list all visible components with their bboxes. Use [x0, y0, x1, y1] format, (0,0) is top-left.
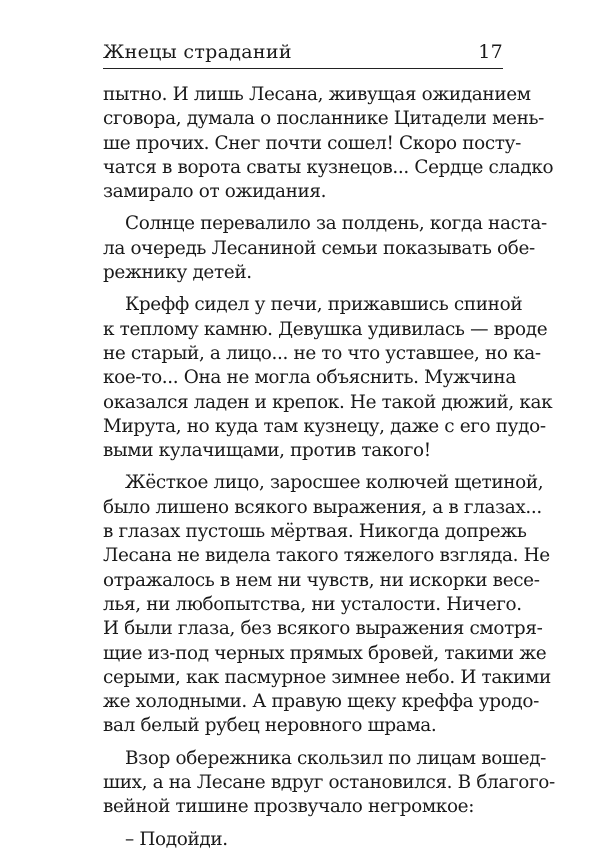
text-line: лья, ни любопытства, ни усталости. Ничего.: [103, 593, 522, 615]
running-title: Жнецы страданий: [103, 41, 292, 63]
text-line: сговора, думала о посланнике Цитадели мень-: [103, 108, 545, 130]
text-line: чатся в ворота сваты кузнецов... Сердце сладко: [103, 156, 554, 178]
text-line: вейной тишине прозвучало негромкое:: [103, 796, 475, 818]
text-line: ше прочих. Снег почти сошел! Скоро посту-: [103, 132, 521, 154]
text-line: же холодными. А правую щеку креффа уродо-: [103, 691, 539, 713]
running-header: [103, 38, 503, 69]
text-line: И были глаза, без всякого выражения смотря-: [103, 618, 543, 640]
text-line: серыми, как пасмурное зимнее небо. И такими: [103, 666, 551, 688]
paragraph: [103, 747, 555, 820]
text-line: – Подойди.: [125, 828, 228, 850]
paragraph: [103, 828, 503, 852]
text-line: ла очередь Лесаниной семьи показывать обе-: [103, 237, 535, 259]
text-line: режнику детей.: [103, 262, 252, 284]
text-line: щие из-под черных прямых бровей, такими же: [103, 642, 547, 664]
text-line: ших, а на Лесане вдруг остановился. В благого-: [103, 772, 555, 794]
text-line: кое-то... Она не могла объяснить. Мужчина: [103, 367, 516, 389]
text-line: оказался ладен и крепок. Не такой дюжий, как: [103, 391, 553, 413]
text-line: к теплому камню. Девушка удивилась — вроде: [103, 318, 548, 340]
paragraph: [103, 83, 554, 204]
text-line: Солнце перевалило за полдень, когда наста-: [125, 213, 547, 235]
text-line: Взор обережника скользил по лицам вошед-: [125, 747, 547, 769]
text-line: Крефф сидел у печи, прижавшись спиной: [125, 294, 523, 316]
text-line: Жёсткое лицо, заросшее колючей щетиной,: [125, 472, 544, 494]
text-line: пытно. И лишь Лесана, живущая ожиданием: [103, 84, 531, 105]
paragraph: [103, 293, 553, 463]
body-text: [103, 83, 555, 852]
paragraph: [103, 471, 551, 738]
text-line: Мирута, но куда там кузнецу, даже с его пудо-: [103, 415, 546, 437]
text-line: было лишено всякого выражения, а в глазах...: [103, 496, 542, 518]
text-line: Лесана не видела такого тяжелого взгляда. Не: [103, 545, 550, 567]
paragraph: [103, 212, 547, 285]
text-line: отражалось в нем ни чувств, ни искорки весе-: [103, 569, 540, 591]
text-line: выми кулачищами, против такого!: [103, 440, 431, 462]
text-line: не старый, а лицо... не то что уставшее, но ка-: [103, 342, 541, 364]
text-line: в глазах пустошь мёртвая. Никогда допрежь: [103, 521, 527, 543]
text-line: вал белый рубец неровного шрама.: [103, 715, 437, 737]
text-line: замирало от ожидания.: [103, 181, 327, 203]
page-number: 17: [478, 41, 503, 63]
